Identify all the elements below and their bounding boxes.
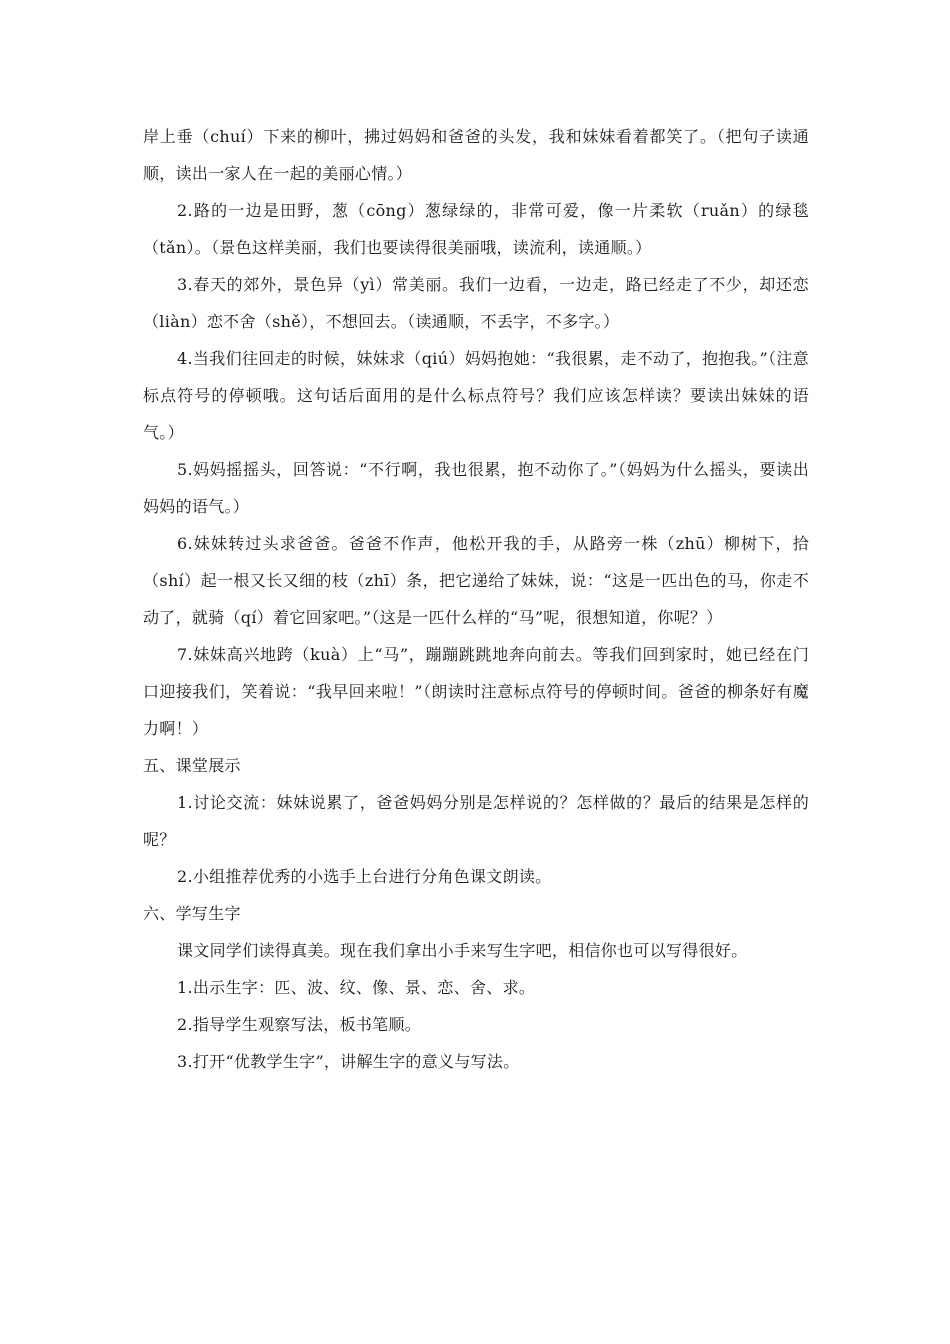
paragraph-7: 7.妹妹高兴地跨（kuà）上“马”，蹦蹦跳跳地奔向前去。等我们回到家时，她已经在门口迎接我们，笑着说：“我早回来啦！”（朗读时注意标点符号的停顿时间。爸爸的柳条好有魔力啊！）: [143, 645, 809, 738]
section-5-item-1: 1.讨论交流：妹妹说累了，爸爸妈妈分别是怎样说的？怎样做的？最后的结果是怎样的呢？: [143, 793, 809, 849]
section-6-item-1: 1.出示生字：匹、波、纹、像、景、恋、舍、求。: [177, 978, 536, 997]
paragraph-5: 5.妈妈摇摇头，回答说：“不行啊，我也很累，抱不动你了。”（妈妈为什么摇头，要读出妈妈的语气。）: [143, 460, 809, 516]
section-6-heading: 六、学写生字: [143, 904, 241, 923]
section-6-item-3: 3.打开“优教学生字”，讲解生字的意义与写法。: [177, 1052, 520, 1071]
section-6-item-2: 2.指导学生观察写法，板书笔顺。: [177, 1015, 422, 1034]
section-6-intro: 课文同学们读得真美。现在我们拿出小手来写生字吧，相信你也可以写得很好。: [177, 941, 748, 960]
paragraph-6: 6.妹妹转过头求爸爸。爸爸不作声，他松开我的手，从路旁一株（zhū）柳树下，拾（shí）起一根又长又细的枝（zhī）条，把它递给了妹妹，说：“这是一匹出色的马，你走不动了，就骑（qí）着它回家吧。”（这是一匹什么样的“马”呢，很想知道，你呢？）: [143, 534, 809, 627]
document-body: [143, 118, 809, 1080]
paragraph-4: 4.当我们往回走的时候，妹妹求（qiú）妈妈抱她：“我很累，走不动了，抱抱我。”（注意标点符号的停顿哦。这句话后面用的是什么标点符号？我们应该怎样读？要读出妹妹的语气。）: [143, 349, 809, 442]
section-5-item-2: 2.小组推荐优秀的小选手上台进行分角色课文朗读。: [177, 867, 552, 886]
paragraph-1: 岸上垂（chuí）下来的柳叶，拂过妈妈和爸爸的头发，我和妹妹看着都笑了。（把句子读通顺，读出一家人在一起的美丽心情。）: [143, 127, 809, 183]
paragraph-3: 3.春天的郊外，景色异（yì）常美丽。我们一边看，一边走，路已经走了不少，却还恋（liàn）恋不舍（shě），不想回去。（读通顺，不丢字，不多字。）: [143, 275, 809, 331]
section-5-heading: 五、课堂展示: [143, 756, 241, 775]
paragraph-2: 2.路的一边是田野，葱（cōng）葱绿绿的，非常可爱，像一片柔软（ruǎn）的绿毯（tǎn）。（景色这样美丽，我们也要读得很美丽哦，读流利，读通顺。）: [143, 201, 809, 257]
